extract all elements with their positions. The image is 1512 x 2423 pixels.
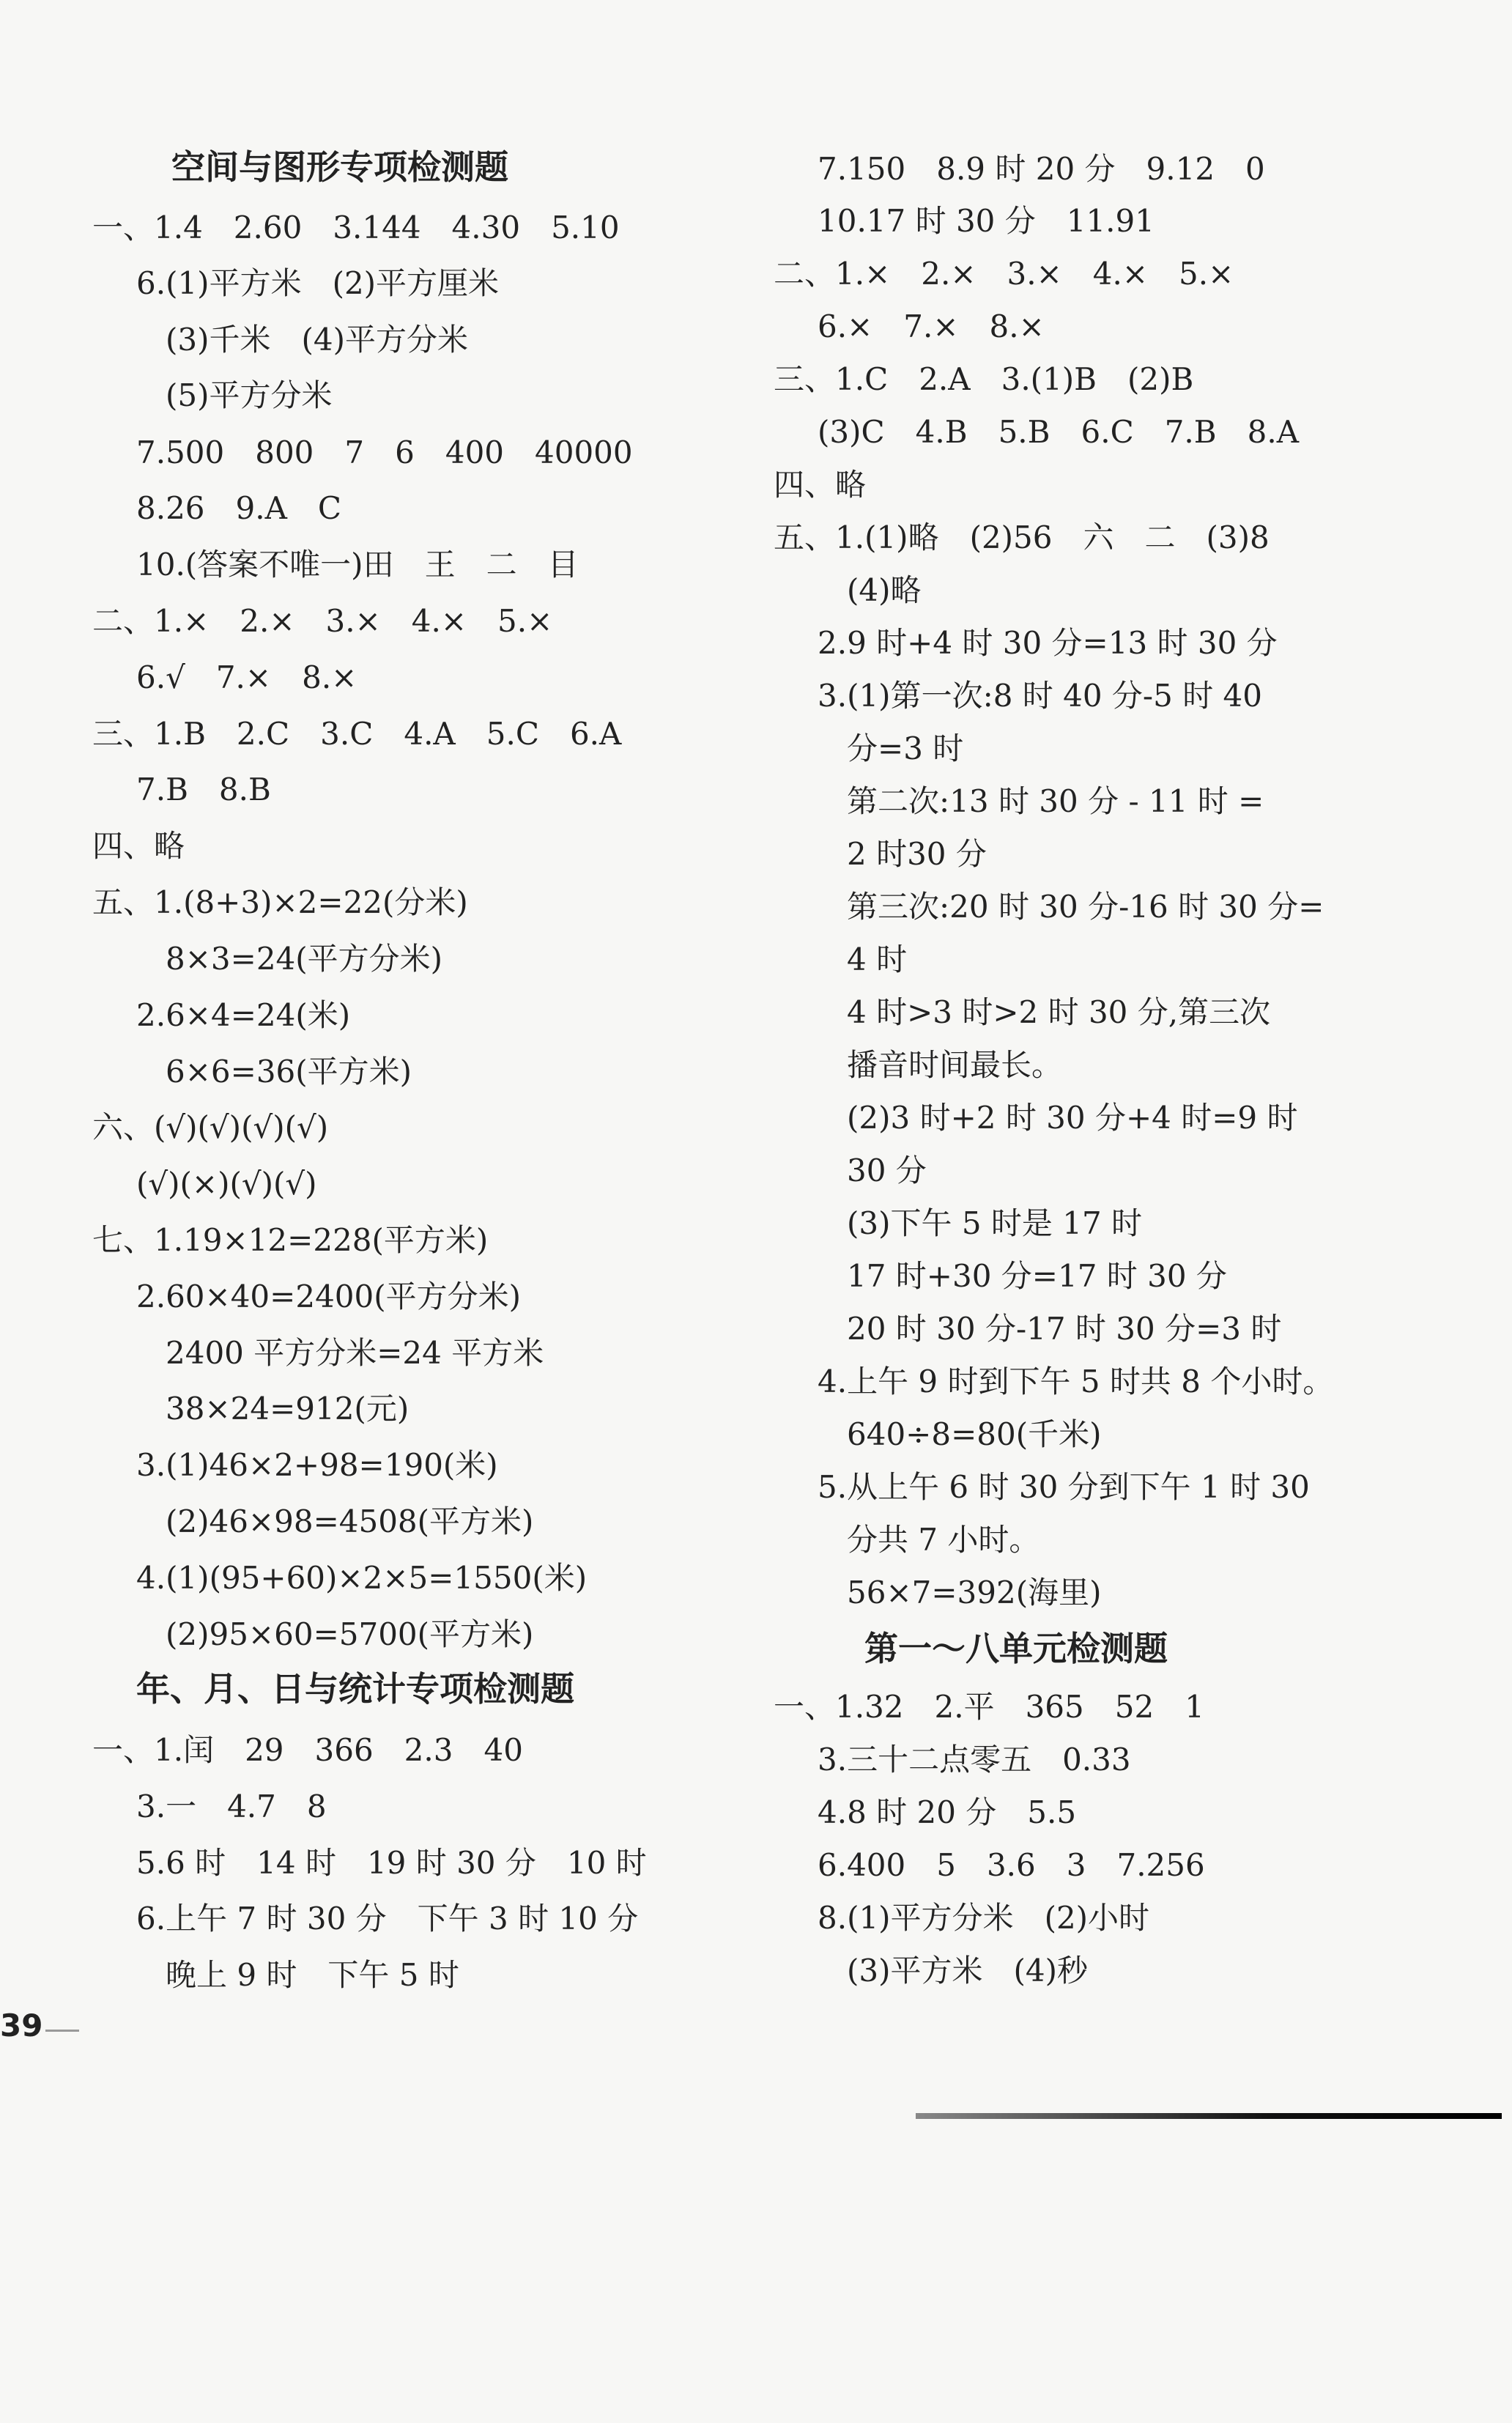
answer-line: (5)平方分米 xyxy=(166,377,333,413)
answer-line: 2.60×40=2400(平方分米) xyxy=(136,1279,522,1314)
answer-line: 56×7=392(海里) xyxy=(847,1575,1102,1610)
section-heading: 年、月、日与统计专项检测题 xyxy=(136,1669,574,1709)
answer-line: (3)平方米 (4)秒 xyxy=(847,1953,1088,1989)
answer-line: (4)略 xyxy=(847,572,922,608)
answer-line: 三、1.B 2.C 3.C 4.A 5.C 6.A xyxy=(92,716,622,752)
answer-line: 4.上午 9 时到下午 5 时共 8 个小时。 xyxy=(818,1364,1334,1399)
answer-line: 4.8 时 20 分 5.5 xyxy=(818,1794,1077,1830)
answer-line: 分共 7 小时。 xyxy=(847,1522,1040,1558)
answer-line: 第三次:20 时 30 分-16 时 30 分= xyxy=(847,889,1324,925)
answer-line: (2)46×98=4508(平方米) xyxy=(166,1503,534,1539)
answer-line: 5.6 时 14 时 19 时 30 分 10 时 xyxy=(136,1845,647,1881)
answer-line: 2 时30 分 xyxy=(847,836,987,872)
answer-line: 7.500 800 7 6 400 40000 xyxy=(136,434,633,470)
answer-line: (2)3 时+2 时 30 分+4 时=9 时 xyxy=(847,1100,1298,1136)
answer-line: 8×3=24(平方分米) xyxy=(166,941,443,977)
answer-line: 播音时间最长。 xyxy=(847,1047,1063,1083)
answer-line: 3.(1)第一次:8 时 40 分-5 时 40 xyxy=(818,678,1262,714)
answer-line: 一、1.4 2.60 3.144 4.30 5.10 xyxy=(92,210,620,245)
section-heading: 空间与图形专项检测题 xyxy=(171,147,508,187)
answer-line: 10.(答案不唯一)田 王 二 目 xyxy=(136,547,579,582)
answer-line: 六、(√)(√)(√)(√) xyxy=(92,1109,329,1145)
answer-line: (2)95×60=5700(平方米) xyxy=(166,1616,534,1652)
answer-line: 38×24=912(元) xyxy=(166,1391,410,1427)
page-number: 39 xyxy=(0,2008,43,2043)
answer-line: 五、1.(1)略 (2)56 六 二 (3)8 xyxy=(774,519,1270,555)
answer-line: 一、1.32 2.平 365 52 1 xyxy=(774,1689,1204,1725)
answer-line: 6.× 7.× 8.× xyxy=(818,308,1045,344)
answer-line: 7.150 8.9 时 20 分 9.12 0 xyxy=(818,151,1265,187)
footer-rule xyxy=(916,2113,1502,2119)
answer-line: (3)千米 (4)平方分米 xyxy=(166,322,468,358)
answer-line: 4 时 xyxy=(847,942,908,977)
answer-line: 二、1.× 2.× 3.× 4.× 5.× xyxy=(774,256,1234,292)
answer-line: 6.400 5 3.6 3 7.256 xyxy=(818,1847,1205,1883)
answer-line: 6×6=36(平方米) xyxy=(166,1054,412,1090)
section-heading: 第一～八单元检测题 xyxy=(864,1629,1168,1668)
answer-line: 30 分 xyxy=(847,1153,927,1188)
answer-line: 7.B 8.B xyxy=(136,772,271,807)
answer-line: 3.一 4.7 8 xyxy=(136,1788,327,1824)
answer-line: 分=3 时 xyxy=(847,730,964,766)
answer-line: 3.三十二点零五 0.33 xyxy=(818,1742,1131,1778)
answer-line: (√)(×)(√)(√) xyxy=(136,1166,317,1202)
answer-line: 6.(1)平方米 (2)平方厘米 xyxy=(136,265,500,301)
answer-line: 七、1.19×12=228(平方米) xyxy=(92,1222,489,1258)
answer-line: 晚上 9 时 下午 5 时 xyxy=(166,1957,459,1993)
answer-line: 4.(1)(95+60)×2×5=1550(米) xyxy=(136,1560,588,1596)
answer-line: 三、1.C 2.A 3.(1)B (2)B xyxy=(774,361,1194,397)
answer-line: 6.上午 7 时 30 分 下午 3 时 10 分 xyxy=(136,1901,639,1936)
answer-line: 6.√ 7.× 8.× xyxy=(136,659,357,695)
answer-line: 四、略 xyxy=(774,467,867,503)
answer-line: (3)下午 5 时是 17 时 xyxy=(847,1205,1143,1241)
answer-line: 10.17 时 30 分 11.91 xyxy=(818,203,1155,239)
answer-line: 3.(1)46×2+98=190(米) xyxy=(136,1447,498,1483)
answer-line: 5.从上午 6 时 30 分到下午 1 时 30 xyxy=(818,1469,1310,1505)
answer-line: 四、略 xyxy=(92,828,185,864)
answer-line: 一、1.闰 29 366 2.3 40 xyxy=(92,1732,523,1768)
answer-line: 8.26 9.A C xyxy=(136,490,342,526)
answer-line: 二、1.× 2.× 3.× 4.× 5.× xyxy=(92,603,553,639)
answer-line: 4 时>3 时>2 时 30 分,第三次 xyxy=(847,994,1271,1030)
page-number-rule xyxy=(45,2030,79,2032)
answer-line: 五、1.(8+3)×2=22(分米) xyxy=(92,884,468,920)
answer-line: 2400 平方分米=24 平方米 xyxy=(166,1335,544,1371)
answer-line: 2.9 时+4 时 30 分=13 时 30 分 xyxy=(818,625,1278,661)
answer-line: 20 时 30 分-17 时 30 分=3 时 xyxy=(847,1311,1282,1347)
answer-line: (3)C 4.B 5.B 6.C 7.B 8.A xyxy=(818,414,1300,450)
answer-line: 640÷8=80(千米) xyxy=(847,1416,1102,1452)
answer-line: 2.6×4=24(米) xyxy=(136,997,351,1033)
answer-line: 8.(1)平方分米 (2)小时 xyxy=(818,1900,1150,1936)
answer-line: 17 时+30 分=17 时 30 分 xyxy=(847,1258,1227,1294)
answer-line: 第二次:13 时 30 分 - 11 时 = xyxy=(847,783,1264,819)
